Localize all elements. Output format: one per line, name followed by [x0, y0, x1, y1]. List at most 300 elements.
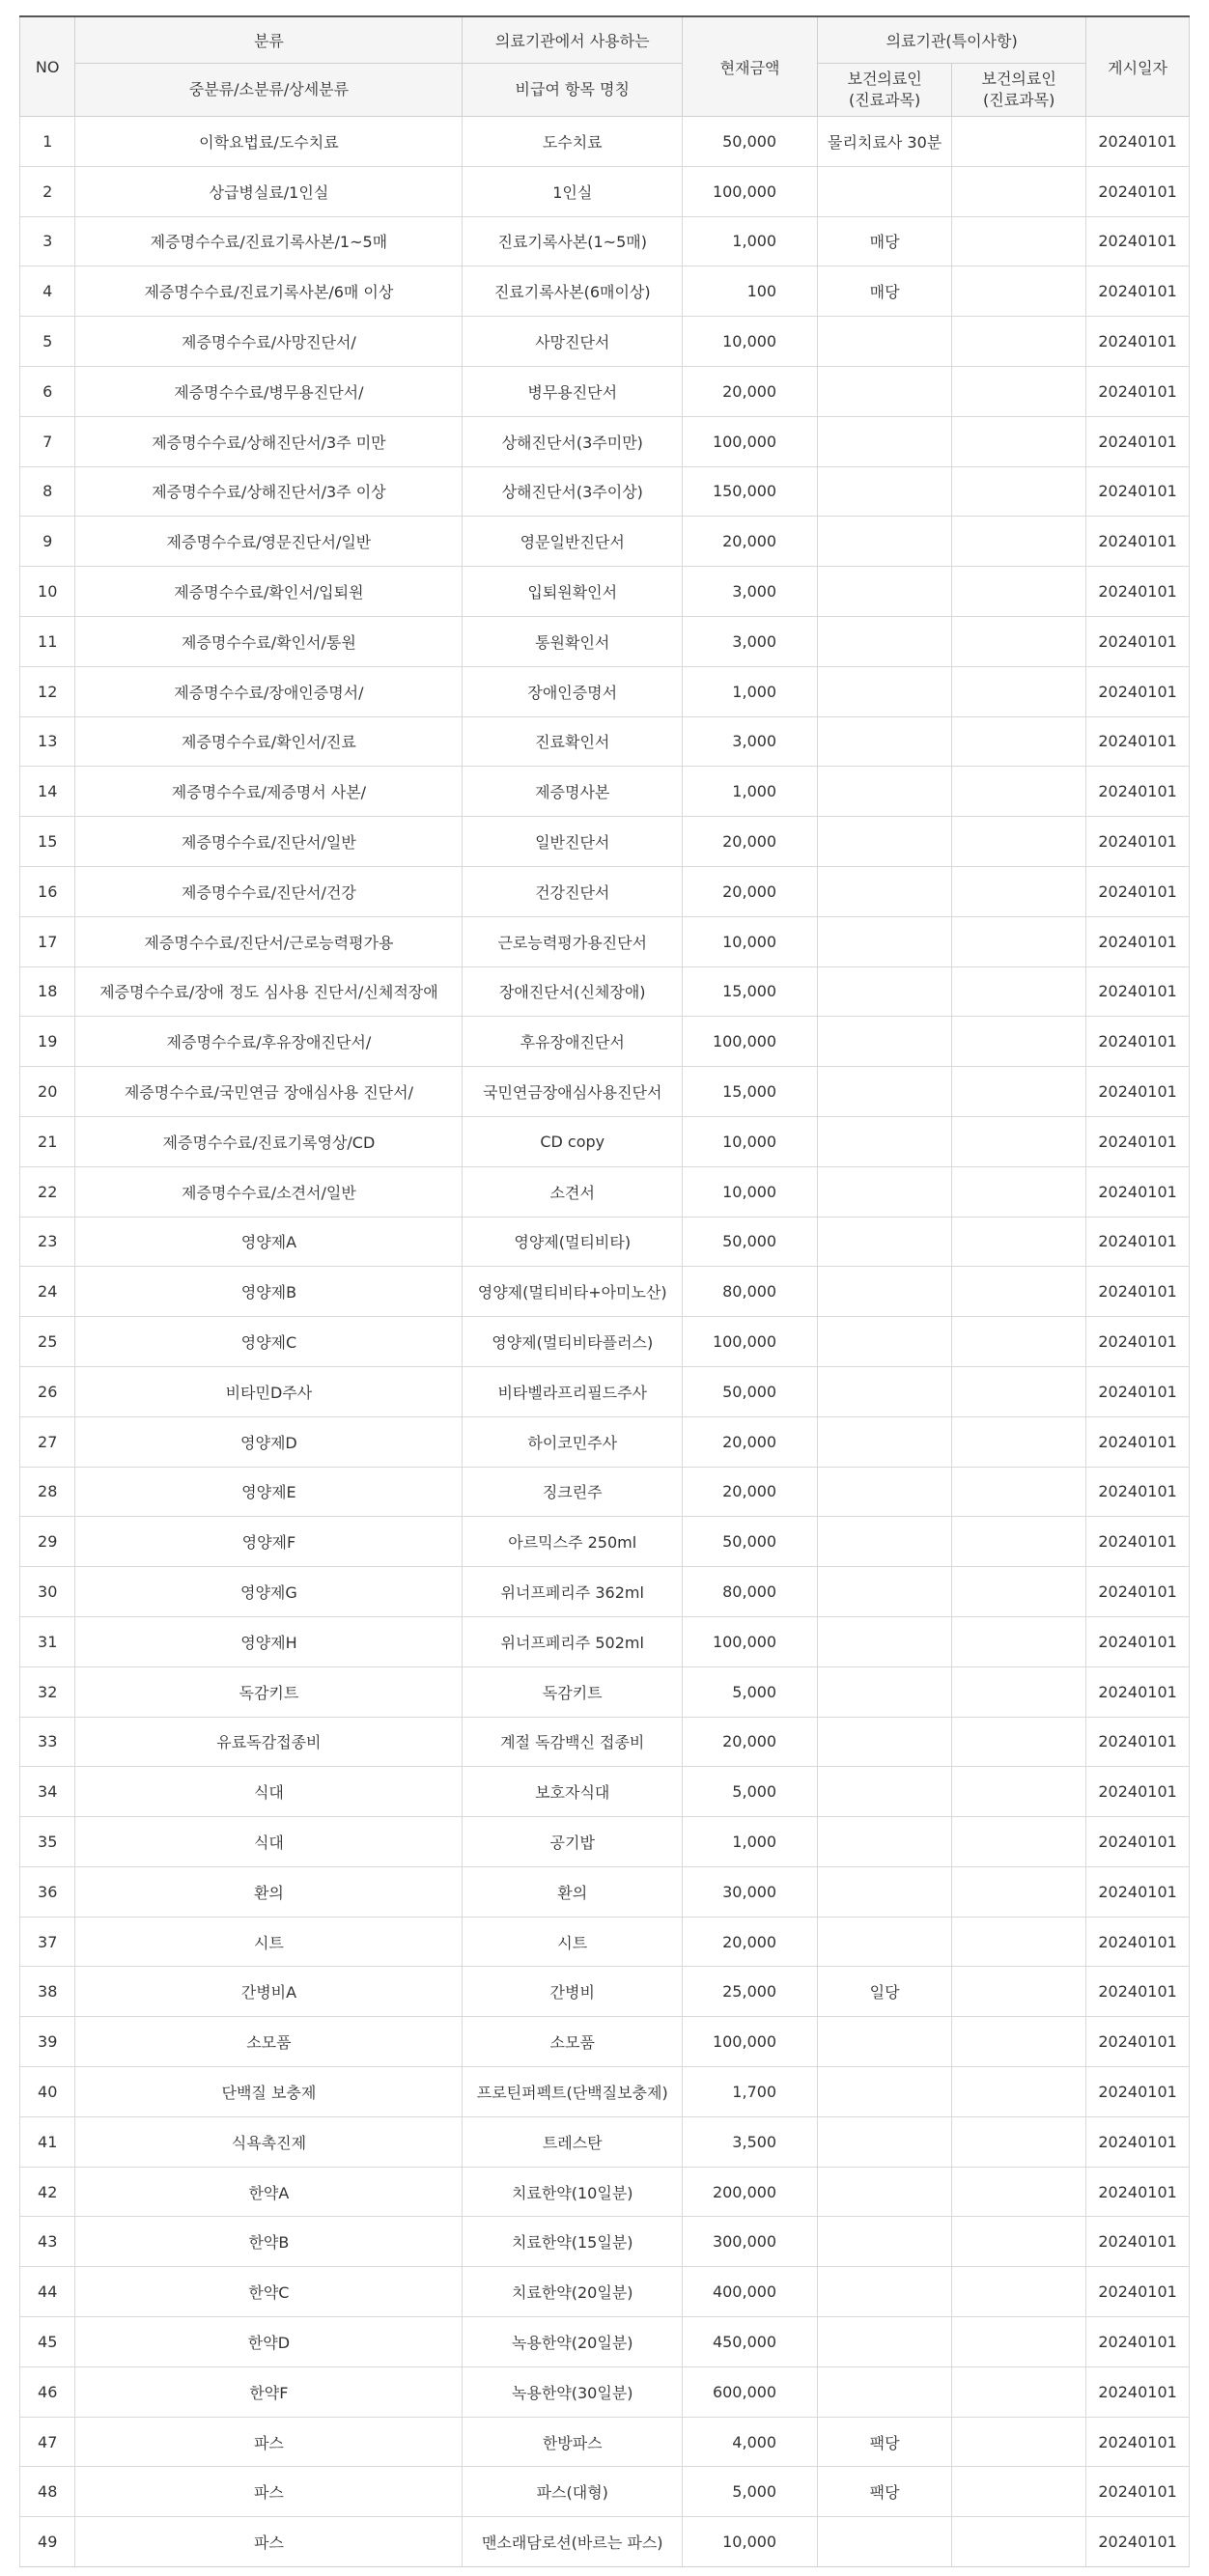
row-date-cell: 20240101: [1086, 1866, 1190, 1917]
row-item-name-cell: 파스(대형): [463, 2467, 683, 2517]
row-no-cell: 49: [20, 2517, 75, 2567]
row-amount-cell: 5,000: [683, 1767, 818, 1817]
row-no-cell: 42: [20, 2167, 75, 2217]
row-note1-cell: [818, 1116, 952, 1166]
row-no-cell: 46: [20, 2366, 75, 2417]
row-amount-cell: 10,000: [683, 317, 818, 367]
row-note1-cell: [818, 366, 952, 416]
row-note2-cell: [952, 916, 1086, 966]
row-item-name-cell: CD copy: [463, 1116, 683, 1166]
row-date-cell: 20240101: [1086, 1017, 1190, 1067]
row-item-name-cell: 녹용한약(30일분): [463, 2366, 683, 2417]
row-category-cell: 식대: [75, 1767, 463, 1817]
table-row: [20, 416, 1190, 466]
table-row: [20, 1917, 1190, 1967]
table-row: [20, 616, 1190, 666]
row-no-cell: 15: [20, 817, 75, 867]
row-date-cell: 20240101: [1086, 1366, 1190, 1416]
row-note2-cell: [952, 1717, 1086, 1767]
row-no-cell: 39: [20, 2017, 75, 2067]
row-note1-cell: [818, 567, 952, 617]
row-amount-cell: 20,000: [683, 866, 818, 916]
row-date-cell: 20240101: [1086, 916, 1190, 966]
table-row: [20, 866, 1190, 916]
row-date-cell: 20240101: [1086, 2366, 1190, 2417]
row-note2-cell: [952, 2167, 1086, 2217]
row-no-cell: 12: [20, 666, 75, 716]
row-date-cell: 20240101: [1086, 1616, 1190, 1666]
table-row: [20, 2317, 1190, 2367]
table-row: [20, 2517, 1190, 2567]
row-note2-cell: [952, 1416, 1086, 1467]
header-item-name-top: 의료기관에서 사용하는: [463, 16, 683, 64]
row-category-cell: 영양제G: [75, 1567, 463, 1617]
table-row: [20, 1017, 1190, 1067]
row-note1-cell: [818, 2217, 952, 2267]
row-date-cell: 20240101: [1086, 2317, 1190, 2367]
row-note2-cell: [952, 767, 1086, 817]
row-note2-cell: [952, 567, 1086, 617]
table-body: [20, 117, 1190, 2567]
row-date-cell: 20240101: [1086, 416, 1190, 466]
row-item-name-cell: 한방파스: [463, 2417, 683, 2467]
row-amount-cell: 450,000: [683, 2317, 818, 2367]
row-date-cell: 20240101: [1086, 1666, 1190, 1717]
row-item-name-cell: 영양제(멀티비타+아미노산): [463, 1267, 683, 1317]
row-date-cell: 20240101: [1086, 2517, 1190, 2567]
row-category-cell: 제증명수수료/사망진단서/: [75, 317, 463, 367]
row-no-cell: 3: [20, 216, 75, 266]
row-item-name-cell: 근로능력평가용진단서: [463, 916, 683, 966]
row-item-name-cell: 장애진단서(신체장애): [463, 966, 683, 1017]
row-item-name-cell: 비타벨라프리필드주사: [463, 1366, 683, 1416]
row-amount-cell: 1,000: [683, 666, 818, 716]
row-category-cell: 환의: [75, 1866, 463, 1917]
row-category-cell: 제증명수수료/진료기록영상/CD: [75, 1116, 463, 1166]
table-row: [20, 2217, 1190, 2267]
row-note2-cell: [952, 1017, 1086, 1067]
row-date-cell: 20240101: [1086, 2067, 1190, 2117]
row-no-cell: 28: [20, 1467, 75, 1517]
row-note1-cell: [818, 2167, 952, 2217]
row-note2-cell: [952, 2417, 1086, 2467]
row-category-cell: 제증명수수료/진단서/건강: [75, 866, 463, 916]
row-item-name-cell: 환의: [463, 1866, 683, 1917]
table-row: [20, 1067, 1190, 1117]
row-note2-cell: [952, 1517, 1086, 1567]
row-note1-cell: [818, 416, 952, 466]
row-note1-cell: [818, 716, 952, 767]
table-row: [20, 117, 1190, 167]
row-date-cell: 20240101: [1086, 1317, 1190, 1367]
row-item-name-cell: 소견서: [463, 1166, 683, 1217]
row-category-cell: 식욕촉진제: [75, 2116, 463, 2167]
row-note1-cell: 물리치료사 30분: [818, 117, 952, 167]
row-no-cell: 34: [20, 1767, 75, 1817]
fee-table-container: [19, 15, 1190, 2567]
row-note1-cell: [818, 1267, 952, 1317]
table-row: [20, 517, 1190, 567]
row-note1-cell: [818, 1067, 952, 1117]
row-date-cell: 20240101: [1086, 616, 1190, 666]
row-category-cell: 영양제A: [75, 1217, 463, 1267]
row-no-cell: 32: [20, 1666, 75, 1717]
row-item-name-cell: 병무용진단서: [463, 366, 683, 416]
row-category-cell: 제증명수수료/장애 정도 심사용 진단서/신체적장애: [75, 966, 463, 1017]
row-no-cell: 14: [20, 767, 75, 817]
row-category-cell: 제증명수수료/진료기록사본/6매 이상: [75, 266, 463, 317]
row-amount-cell: 100,000: [683, 166, 818, 216]
row-amount-cell: 50,000: [683, 1517, 818, 1567]
row-amount-cell: 5,000: [683, 2467, 818, 2517]
row-note1-cell: 팩당: [818, 2467, 952, 2517]
row-category-cell: 파스: [75, 2417, 463, 2467]
row-note1-cell: [818, 2067, 952, 2117]
row-category-cell: 한약F: [75, 2366, 463, 2417]
header-special-group: 의료기관(특이사항): [818, 16, 1086, 64]
row-note2-cell: [952, 2317, 1086, 2367]
row-no-cell: 9: [20, 517, 75, 567]
row-category-cell: 제증명수수료/소견서/일반: [75, 1166, 463, 1217]
row-no-cell: 24: [20, 1267, 75, 1317]
row-item-name-cell: 상해진단서(3주이상): [463, 466, 683, 517]
row-item-name-cell: 상해진단서(3주미만): [463, 416, 683, 466]
row-note2-cell: [952, 266, 1086, 317]
row-amount-cell: 100,000: [683, 1017, 818, 1067]
row-note2-cell: [952, 1267, 1086, 1317]
row-category-cell: 제증명수수료/상해진단서/3주 이상: [75, 466, 463, 517]
row-date-cell: 20240101: [1086, 117, 1190, 167]
row-amount-cell: 100: [683, 266, 818, 317]
row-no-cell: 47: [20, 2417, 75, 2467]
row-no-cell: 20: [20, 1067, 75, 1117]
row-category-cell: 영양제B: [75, 1267, 463, 1317]
row-item-name-cell: 독감키트: [463, 1666, 683, 1717]
row-item-name-cell: 트레스탄: [463, 2116, 683, 2167]
row-item-name-cell: 도수치료: [463, 117, 683, 167]
row-no-cell: 41: [20, 2116, 75, 2167]
row-item-name-cell: 후유장애진단서: [463, 1017, 683, 1067]
row-no-cell: 18: [20, 966, 75, 1017]
table-row: [20, 1717, 1190, 1767]
row-note1-cell: [818, 866, 952, 916]
row-note1-cell: [818, 2366, 952, 2417]
row-item-name-cell: 녹용한약(20일분): [463, 2317, 683, 2367]
row-category-cell: 파스: [75, 2517, 463, 2567]
row-item-name-cell: 입퇴원확인서: [463, 567, 683, 617]
row-category-cell: 유료독감접종비: [75, 1717, 463, 1767]
row-item-name-cell: 하이코민주사: [463, 1416, 683, 1467]
table-row: [20, 1467, 1190, 1517]
row-category-cell: 제증명수수료/확인서/통원: [75, 616, 463, 666]
table-row: [20, 1166, 1190, 1217]
row-no-cell: 19: [20, 1017, 75, 1067]
row-date-cell: 20240101: [1086, 666, 1190, 716]
row-amount-cell: 20,000: [683, 1467, 818, 1517]
table-row: [20, 1666, 1190, 1717]
row-item-name-cell: 위너프페리주 362ml: [463, 1567, 683, 1617]
row-note2-cell: [952, 517, 1086, 567]
row-amount-cell: 30,000: [683, 1866, 818, 1917]
row-no-cell: 25: [20, 1317, 75, 1367]
row-note1-cell: [818, 166, 952, 216]
row-date-cell: 20240101: [1086, 1767, 1190, 1817]
row-note2-cell: [952, 1567, 1086, 1617]
row-note2-cell: [952, 1866, 1086, 1917]
row-no-cell: 11: [20, 616, 75, 666]
row-date-cell: 20240101: [1086, 1416, 1190, 1467]
row-date-cell: 20240101: [1086, 2417, 1190, 2467]
row-amount-cell: 100,000: [683, 416, 818, 466]
table-row: [20, 1866, 1190, 1917]
row-item-name-cell: 영양제(멀티비타플러스): [463, 1317, 683, 1367]
row-note2-cell: [952, 817, 1086, 867]
row-note2-cell: [952, 416, 1086, 466]
row-item-name-cell: 진료기록사본(6매이상): [463, 266, 683, 317]
row-date-cell: 20240101: [1086, 317, 1190, 367]
table-row: [20, 1116, 1190, 1166]
row-amount-cell: 100,000: [683, 1616, 818, 1666]
row-date-cell: 20240101: [1086, 2017, 1190, 2067]
row-item-name-cell: 국민연금장애심사용진단서: [463, 1067, 683, 1117]
row-category-cell: 제증명수수료/병무용진단서/: [75, 366, 463, 416]
row-no-cell: 17: [20, 916, 75, 966]
row-note2-cell: [952, 2366, 1086, 2417]
row-date-cell: 20240101: [1086, 166, 1190, 216]
row-note1-cell: 팩당: [818, 2417, 952, 2467]
row-note2-cell: [952, 2116, 1086, 2167]
row-amount-cell: 50,000: [683, 1366, 818, 1416]
row-note1-cell: [818, 1166, 952, 1217]
row-date-cell: 20240101: [1086, 767, 1190, 817]
row-item-name-cell: 1인실: [463, 166, 683, 216]
table-row: [20, 716, 1190, 767]
row-amount-cell: 20,000: [683, 1717, 818, 1767]
row-date-cell: 20240101: [1086, 2217, 1190, 2267]
row-date-cell: 20240101: [1086, 2167, 1190, 2217]
row-note2-cell: [952, 317, 1086, 367]
row-amount-cell: 100,000: [683, 1317, 818, 1367]
row-date-cell: 20240101: [1086, 1116, 1190, 1166]
row-item-name-cell: 진료확인서: [463, 716, 683, 767]
row-date-cell: 20240101: [1086, 1517, 1190, 1567]
row-item-name-cell: 위너프페리주 502ml: [463, 1616, 683, 1666]
row-category-cell: 영양제D: [75, 1416, 463, 1467]
row-note2-cell: [952, 1666, 1086, 1717]
row-note2-cell: [952, 466, 1086, 517]
row-amount-cell: 300,000: [683, 2217, 818, 2267]
row-note1-cell: [818, 1217, 952, 1267]
row-amount-cell: 600,000: [683, 2366, 818, 2417]
row-note1-cell: [818, 2517, 952, 2567]
row-date-cell: 20240101: [1086, 1166, 1190, 1217]
row-note1-cell: [818, 1317, 952, 1367]
header-special-col2: [952, 64, 1086, 117]
row-amount-cell: 3,000: [683, 616, 818, 666]
row-category-cell: 한약B: [75, 2217, 463, 2267]
row-amount-cell: 1,700: [683, 2067, 818, 2117]
header-special-col1-line1: 보건의료인: [847, 70, 922, 88]
row-category-cell: 제증명수수료/확인서/입퇴원: [75, 567, 463, 617]
row-note1-cell: 매당: [818, 216, 952, 266]
table-row: [20, 1217, 1190, 1267]
table-row: [20, 916, 1190, 966]
table-row: [20, 567, 1190, 617]
row-date-cell: 20240101: [1086, 517, 1190, 567]
table-row: [20, 2017, 1190, 2067]
row-note1-cell: [818, 517, 952, 567]
row-amount-cell: 1,000: [683, 767, 818, 817]
row-category-cell: 시트: [75, 1917, 463, 1967]
row-category-cell: 한약C: [75, 2267, 463, 2317]
table-row: [20, 666, 1190, 716]
table-row: [20, 1317, 1190, 1367]
row-no-cell: 8: [20, 466, 75, 517]
row-note2-cell: [952, 2067, 1086, 2117]
row-no-cell: 6: [20, 366, 75, 416]
row-amount-cell: 10,000: [683, 2517, 818, 2567]
row-no-cell: 38: [20, 1967, 75, 2017]
row-no-cell: 40: [20, 2067, 75, 2117]
row-note1-cell: [818, 1717, 952, 1767]
row-category-cell: 제증명수수료/국민연금 장애심사용 진단서/: [75, 1067, 463, 1117]
row-date-cell: 20240101: [1086, 366, 1190, 416]
row-note2-cell: [952, 2517, 1086, 2567]
row-amount-cell: 1,000: [683, 216, 818, 266]
row-note2-cell: [952, 1817, 1086, 1867]
table-row: [20, 1567, 1190, 1617]
row-item-name-cell: 치료한약(10일분): [463, 2167, 683, 2217]
row-item-name-cell: 통원확인서: [463, 616, 683, 666]
row-amount-cell: 15,000: [683, 966, 818, 1017]
row-item-name-cell: 건강진단서: [463, 866, 683, 916]
header-special-col2-line1: 보건의료인: [981, 70, 1056, 88]
row-amount-cell: 10,000: [683, 916, 818, 966]
row-category-cell: 영양제C: [75, 1317, 463, 1367]
row-category-cell: 간병비A: [75, 1967, 463, 2017]
table-row: [20, 317, 1190, 367]
row-note1-cell: [818, 1017, 952, 1067]
row-amount-cell: 3,000: [683, 716, 818, 767]
header-special-col1: [818, 64, 952, 117]
row-item-name-cell: 소모품: [463, 2017, 683, 2067]
table-row: [20, 1817, 1190, 1867]
table-row: [20, 266, 1190, 317]
row-no-cell: 1: [20, 117, 75, 167]
row-amount-cell: 15,000: [683, 1067, 818, 1117]
row-note2-cell: [952, 1067, 1086, 1117]
row-date-cell: 20240101: [1086, 2267, 1190, 2317]
row-amount-cell: 10,000: [683, 1116, 818, 1166]
row-amount-cell: 20,000: [683, 366, 818, 416]
row-note2-cell: [952, 2217, 1086, 2267]
row-category-cell: 제증명수수료/제증명서 사본/: [75, 767, 463, 817]
row-item-name-cell: 진료기록사본(1~5매): [463, 216, 683, 266]
row-note2-cell: [952, 666, 1086, 716]
table-row: [20, 1416, 1190, 1467]
row-category-cell: 제증명수수료/장애인증명서/: [75, 666, 463, 716]
row-no-cell: 2: [20, 166, 75, 216]
header-posted-date: 게시일자: [1086, 16, 1190, 117]
row-note2-cell: [952, 1467, 1086, 1517]
row-item-name-cell: 치료한약(15일분): [463, 2217, 683, 2267]
row-amount-cell: 80,000: [683, 1567, 818, 1617]
row-note1-cell: [818, 1767, 952, 1817]
row-no-cell: 35: [20, 1817, 75, 1867]
row-note2-cell: [952, 966, 1086, 1017]
row-amount-cell: 80,000: [683, 1267, 818, 1317]
table-row: [20, 366, 1190, 416]
row-note1-cell: [818, 767, 952, 817]
table-row: [20, 2366, 1190, 2417]
header-category-group: 분류: [75, 16, 463, 64]
row-item-name-cell: 공기밥: [463, 1817, 683, 1867]
row-date-cell: 20240101: [1086, 966, 1190, 1017]
row-date-cell: 20240101: [1086, 1267, 1190, 1317]
table-row: [20, 166, 1190, 216]
row-item-name-cell: 사망진단서: [463, 317, 683, 367]
row-note2-cell: [952, 2267, 1086, 2317]
row-date-cell: 20240101: [1086, 266, 1190, 317]
row-amount-cell: 200,000: [683, 2167, 818, 2217]
row-note1-cell: [818, 1917, 952, 1967]
row-category-cell: 영양제F: [75, 1517, 463, 1567]
row-no-cell: 44: [20, 2267, 75, 2317]
row-note2-cell: [952, 716, 1086, 767]
row-amount-cell: 100,000: [683, 2017, 818, 2067]
row-note1-cell: [818, 1666, 952, 1717]
row-item-name-cell: 치료한약(20일분): [463, 2267, 683, 2317]
row-item-name-cell: 영문일반진단서: [463, 517, 683, 567]
row-no-cell: 7: [20, 416, 75, 466]
row-note1-cell: [818, 1567, 952, 1617]
row-amount-cell: 3,000: [683, 567, 818, 617]
row-no-cell: 27: [20, 1416, 75, 1467]
table-row: [20, 1967, 1190, 2017]
row-no-cell: 16: [20, 866, 75, 916]
header-amount: 현재금액: [683, 16, 818, 117]
row-note2-cell: [952, 166, 1086, 216]
row-note1-cell: [818, 916, 952, 966]
row-category-cell: 단백질 보충제: [75, 2067, 463, 2117]
row-note1-cell: [818, 466, 952, 517]
row-no-cell: 48: [20, 2467, 75, 2517]
row-no-cell: 26: [20, 1366, 75, 1416]
table-row: [20, 1366, 1190, 1416]
row-category-cell: 제증명수수료/상해진단서/3주 미만: [75, 416, 463, 466]
row-note1-cell: [818, 2017, 952, 2067]
header-category-sub: 중분류/소분류/상세분류: [75, 64, 463, 117]
row-note2-cell: [952, 1767, 1086, 1817]
row-amount-cell: 4,000: [683, 2417, 818, 2467]
table-header: [20, 16, 1190, 117]
row-category-cell: 비타민D주사: [75, 1366, 463, 1416]
row-note1-cell: [818, 1817, 952, 1867]
row-note2-cell: [952, 1116, 1086, 1166]
row-date-cell: 20240101: [1086, 1067, 1190, 1117]
row-category-cell: 이학요법료/도수치료: [75, 117, 463, 167]
row-date-cell: 20240101: [1086, 1567, 1190, 1617]
row-date-cell: 20240101: [1086, 1467, 1190, 1517]
row-date-cell: 20240101: [1086, 866, 1190, 916]
row-no-cell: 43: [20, 2217, 75, 2267]
row-amount-cell: 10,000: [683, 1166, 818, 1217]
row-note1-cell: [818, 966, 952, 1017]
row-category-cell: 제증명수수료/영문진단서/일반: [75, 517, 463, 567]
row-date-cell: 20240101: [1086, 817, 1190, 867]
row-note2-cell: [952, 117, 1086, 167]
row-no-cell: 13: [20, 716, 75, 767]
